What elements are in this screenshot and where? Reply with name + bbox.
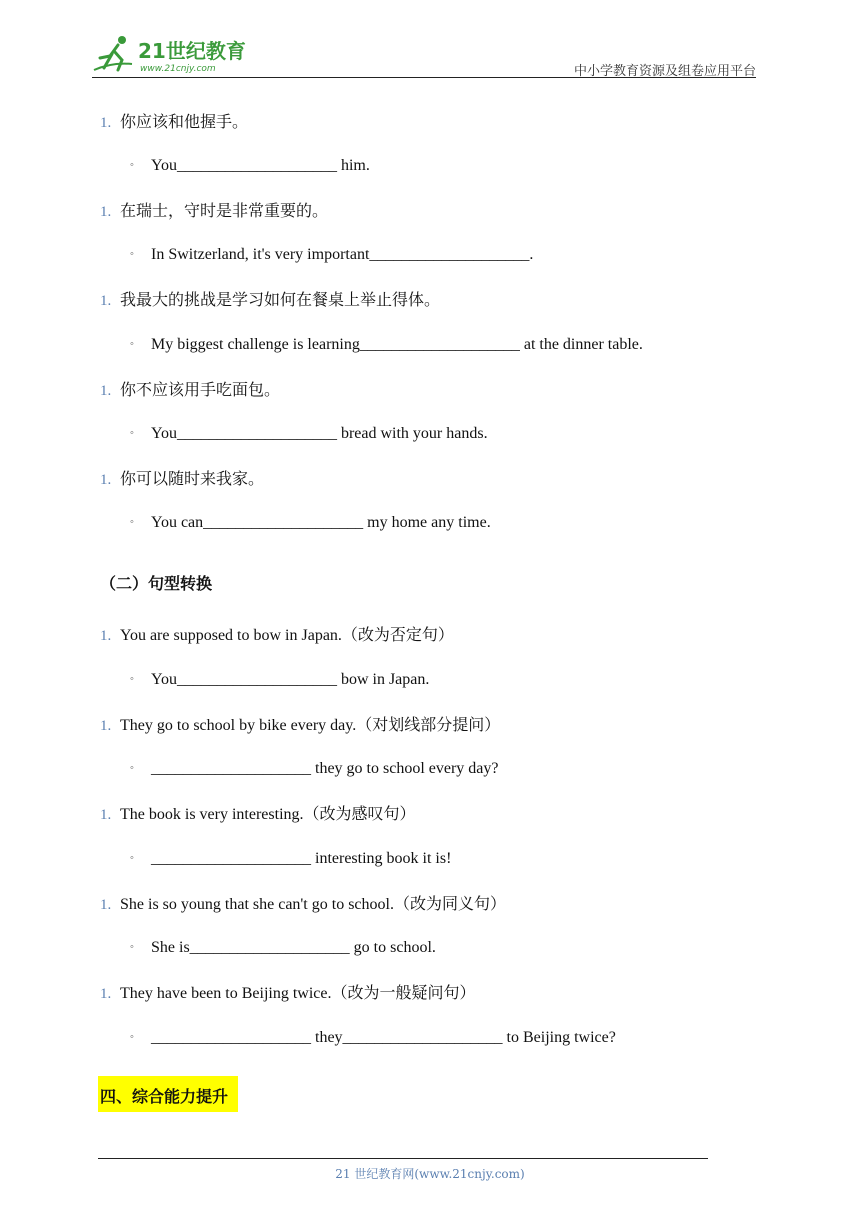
question-prompt-en: She is so young that she can't go to school. — [120, 896, 394, 913]
answer-10 — [130, 1027, 616, 1050]
question-prompt-en: They have been to Beijing twice. — [120, 985, 332, 1002]
footer-text: 21 世纪教育网(www.21cnjy.com) — [335, 1167, 525, 1181]
header-platform-text: 中小学教育资源及组卷应用平台 — [573, 64, 756, 79]
header-divider — [92, 77, 756, 78]
question-7: 1. They go to school by bike every day.（对划线部分提问） — [100, 715, 501, 734]
bullet-icon: ◦ — [130, 1031, 134, 1043]
runner-icon — [94, 36, 132, 70]
answer-2 — [130, 244, 533, 267]
answer-text: You____________________ bow in Japan. — [151, 671, 430, 688]
question-prompt: 你可以随时来我家。 — [120, 469, 265, 488]
page-header — [92, 30, 756, 78]
question-prompt-en: The book is very interesting. — [120, 806, 304, 823]
answer-1 — [130, 155, 370, 178]
bullet-icon: ◦ — [130, 159, 134, 171]
section-title: （二）句型转换 — [100, 574, 213, 593]
section-4-highlight — [98, 1076, 238, 1112]
question-prompt-zh: （对划线部分提问） — [356, 715, 501, 734]
question-8: 1. The book is very interesting.（改为感叹句） — [100, 804, 416, 823]
section-4-title: 四、综合能力提升 — [100, 1087, 229, 1106]
answer-text: ____________________ interesting book it is! — [151, 850, 452, 867]
question-prompt-en: You are supposed to bow in Japan. — [120, 627, 342, 644]
question-2: 1. 在瑞士，守时是非常重要的。 — [100, 201, 329, 220]
answer-3 — [130, 334, 643, 357]
question-9: 1. She is so young that she can't go to school.（改为同义句） — [100, 894, 506, 913]
answer-text: In Switzerland, it's very important____________________. — [151, 246, 534, 263]
bullet-icon: ◦ — [130, 427, 134, 439]
question-prompt-zh: （改为同义句） — [393, 894, 506, 913]
question-prompt-zh: （改为一般疑问句） — [331, 983, 476, 1002]
logo — [92, 34, 262, 74]
question-prompt: 我最大的挑战是学习如何在餐桌上举止得体。 — [120, 290, 441, 309]
bullet-icon: ◦ — [130, 762, 134, 774]
answer-text: She is____________________ go to school. — [151, 939, 436, 956]
bullet-icon: ◦ — [130, 248, 134, 260]
answer-8 — [130, 848, 451, 871]
bullet-icon: ◦ — [130, 673, 134, 685]
bullet-icon: ◦ — [130, 516, 134, 528]
question-6: 1. You are supposed to bow in Japan.（改为否定句） — [100, 625, 454, 644]
answer-text: ____________________ they____________________ to Beijing twice? — [151, 1029, 616, 1046]
question-prompt: 你应该和他握手。 — [120, 112, 249, 131]
question-3: 1. 我最大的挑战是学习如何在餐桌上举止得体。 — [100, 290, 441, 309]
question-4: 1. 你不应该用手吃面包。 — [100, 380, 281, 399]
answer-text: ____________________ they go to school every day? — [151, 760, 499, 777]
question-1: 1. 你应该和他握手。 — [100, 112, 249, 131]
question-prompt-zh: （改为否定句） — [341, 625, 454, 644]
bullet-icon: ◦ — [130, 852, 134, 864]
footer-divider — [98, 1158, 708, 1159]
logo-text: 21世纪教育 — [138, 39, 246, 63]
answer-text: You____________________ bread with your hands. — [151, 425, 488, 442]
logo-url: www.21cnjy.com — [140, 64, 216, 74]
answer-4 — [130, 423, 488, 446]
answer-6 — [130, 669, 429, 692]
question-prompt: 在瑞士，守时是非常重要的。 — [120, 201, 329, 220]
question-10: 1. They have been to Beijing twice.（改为一般疑问句） — [100, 983, 476, 1002]
answer-7 — [130, 758, 499, 781]
answer-9 — [130, 937, 436, 960]
question-prompt-zh: （改为感叹句） — [303, 804, 416, 823]
answer-5 — [130, 512, 491, 535]
bullet-icon: ◦ — [130, 941, 134, 953]
question-prompt-en: They go to school by bike every day. — [120, 717, 357, 734]
bullet-icon: ◦ — [130, 338, 134, 350]
question-prompt: 你不应该用手吃面包。 — [120, 380, 281, 399]
answer-text: You can____________________ my home any time. — [151, 514, 491, 531]
answer-text: My biggest challenge is learning____________________ at the dinner table. — [151, 336, 643, 353]
question-5: 1. 你可以随时来我家。 — [100, 469, 265, 488]
answer-text: You____________________ him. — [151, 157, 370, 174]
